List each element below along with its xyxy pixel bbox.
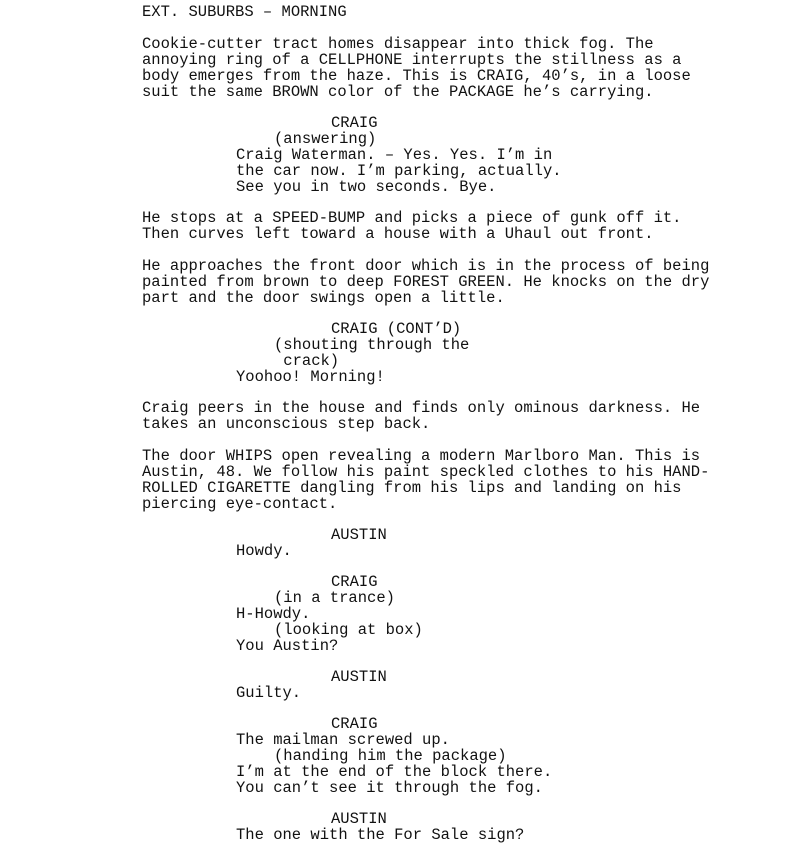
character-name: AUSTIN: [331, 810, 387, 828]
action-line: piercing eye-contact.: [142, 495, 338, 513]
scene-heading: EXT. SUBURBS – MORNING: [142, 3, 347, 21]
action-line: body emerges from the haze. This is CRAIG, 40’s, in a loose: [142, 67, 691, 85]
parenthetical: crack): [274, 352, 340, 370]
dialogue-line: You Austin?: [236, 637, 339, 655]
action-line: Cookie-cutter tract homes disappear into thick fog. The: [142, 35, 654, 53]
dialogue-line: I’m at the end of the block there.: [236, 763, 553, 781]
parenthetical: (in a trance): [274, 589, 395, 607]
dialogue-line: the car now. I’m parking, actually.: [236, 162, 562, 180]
dialogue-line: H-Howdy.: [236, 605, 311, 623]
action-line: part and the door swings open a little.: [142, 289, 505, 307]
dialogue-line: Guilty.: [236, 684, 302, 702]
action-line: He stops at a SPEED-BUMP and picks a piece of gunk off it.: [142, 209, 682, 227]
parenthetical: (answering): [274, 130, 377, 148]
action-line: suit the same BROWN color of the PACKAGE he’s carrying.: [142, 83, 654, 101]
dialogue-line: You can’t see it through the fog.: [236, 779, 543, 797]
action-line: He approaches the front door which is in the process of being: [142, 257, 710, 275]
parenthetical: (handing him the package): [274, 747, 507, 765]
parenthetical: (looking at box): [274, 621, 423, 639]
character-name: AUSTIN: [331, 668, 387, 686]
action-line: Craig peers in the house and finds only ominous darkness. He: [142, 399, 701, 417]
action-line: annoying ring of a CELLPHONE interrupts the stillness as a: [142, 51, 682, 69]
action-line: The door WHIPS open revealing a modern Marlboro Man. This is: [142, 447, 701, 465]
dialogue-line: See you in two seconds. Bye.: [236, 178, 497, 196]
action-line: ROLLED CIGARETTE dangling from his lips and landing on his: [142, 479, 682, 497]
parenthetical: (shouting through the: [274, 336, 470, 354]
dialogue-line: The mailman screwed up.: [236, 731, 450, 749]
action-line: Then curves left toward a house with a Uhaul out front.: [142, 225, 654, 243]
character-name: CRAIG: [331, 573, 378, 591]
dialogue-line: Yoohoo! Morning!: [236, 368, 385, 386]
action-line: takes an unconscious step back.: [142, 415, 431, 433]
character-name: CRAIG (CONT’D): [331, 320, 462, 338]
dialogue-line: Howdy.: [236, 542, 292, 560]
dialogue-line: Craig Waterman. – Yes. Yes. I’m in: [236, 146, 553, 164]
character-name: CRAIG: [331, 715, 378, 733]
character-name: AUSTIN: [331, 526, 387, 544]
action-line: Austin, 48. We follow his paint speckled clothes to his HAND-: [142, 463, 710, 481]
character-name: CRAIG: [331, 114, 378, 132]
action-line: painted from brown to deep FOREST GREEN. He knocks on the dry: [142, 273, 710, 291]
dialogue-line: The one with the For Sale sign?: [236, 826, 525, 844]
